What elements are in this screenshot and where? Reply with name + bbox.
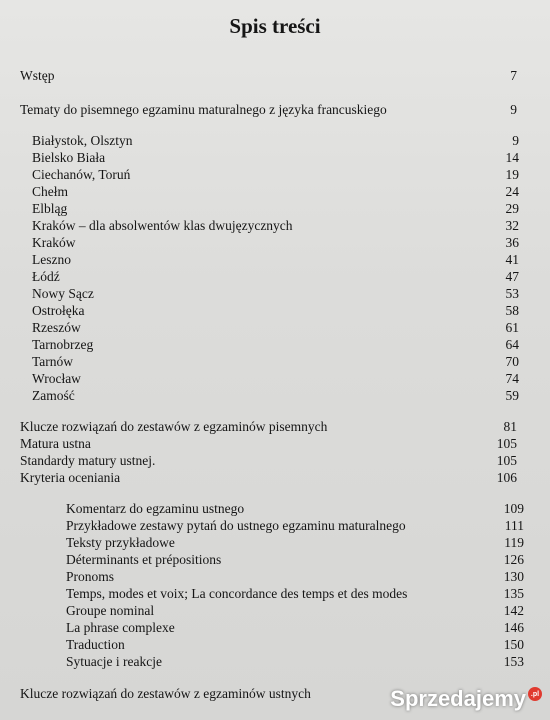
watermark-badge: .pl — [528, 687, 542, 701]
entry-page: 153 — [503, 654, 524, 669]
watermark-logo — [390, 686, 542, 712]
entry-page: 9 — [512, 133, 519, 148]
toc-entry — [66, 619, 524, 637]
entry-page: 70 — [505, 354, 519, 369]
entry-page: 142 — [503, 603, 524, 618]
entry-page: 111 — [504, 518, 524, 533]
entry-label: Kraków — [32, 235, 76, 250]
toc-entry — [66, 517, 524, 535]
entry-page: 105 — [496, 436, 517, 451]
entry-page: 14 — [505, 150, 519, 165]
entry-label: Groupe nominal — [66, 603, 155, 618]
entry-label: Tematy do pisemnego egzaminu maturalnego z języka francuskiego — [20, 102, 387, 117]
entry-page: 105 — [496, 453, 517, 468]
entry-label: Traduction — [66, 637, 125, 652]
toc-entry — [32, 353, 519, 371]
entry-label: Łódź — [32, 269, 60, 284]
entry-page: 7 — [510, 68, 517, 83]
entry-label: Leszno — [32, 252, 71, 267]
entry-page: 29 — [505, 201, 519, 216]
toc-entry — [32, 234, 519, 252]
toc-entry — [32, 200, 519, 218]
toc-entry — [20, 101, 517, 119]
toc-entry — [66, 585, 524, 603]
entry-page: 47 — [505, 269, 519, 284]
entry-page: 109 — [503, 501, 524, 516]
entry-label: Pronoms — [66, 569, 115, 584]
toc-entry — [32, 268, 519, 286]
toc-entry — [32, 387, 519, 405]
toc-entry — [32, 336, 519, 354]
toc-entry — [66, 636, 524, 654]
entry-page: 24 — [505, 184, 519, 199]
entry-label: Standardy matury ustnej. — [20, 453, 156, 468]
entry-page: 146 — [503, 620, 524, 635]
toc-entry — [66, 568, 524, 586]
entry-page: 61 — [505, 320, 519, 335]
entry-label: Klucze rozwiązań do zestawów z egzaminów pisemnych — [20, 419, 328, 434]
entry-label: Tarnów — [32, 354, 74, 369]
toc-entry — [32, 132, 519, 150]
entry-page: 53 — [505, 286, 519, 301]
entry-page: 130 — [503, 569, 524, 584]
toc-entry — [20, 67, 517, 85]
toc-entry — [32, 166, 519, 184]
toc-entry — [20, 435, 517, 453]
entry-label: Kraków – dla absolwentów klas dwujęzycznych — [32, 218, 293, 233]
entry-page: 58 — [505, 303, 519, 318]
toc-entry — [66, 500, 524, 518]
entry-label: Kryteria oceniania — [20, 470, 121, 485]
entry-page: 126 — [503, 552, 524, 567]
toc-entry — [32, 302, 519, 320]
toc-entry — [32, 183, 519, 201]
entry-page: 9 — [510, 102, 517, 117]
entry-label: Sytuacje i reakcje — [66, 654, 162, 669]
toc-entry — [32, 370, 519, 388]
entry-label: Rzeszów — [32, 320, 81, 335]
entry-label: Teksty przykładowe — [66, 535, 175, 550]
toc-entry — [20, 452, 517, 470]
entry-label: Bielsko Biała — [32, 150, 106, 165]
page-title: Spis treści — [229, 14, 321, 38]
entry-label: Matura ustna — [20, 436, 91, 451]
toc-entry — [32, 217, 519, 235]
entry-page: 32 — [505, 218, 519, 233]
entry-label: Elbląg — [32, 201, 68, 216]
entry-label: Ciechanów, Toruń — [32, 167, 131, 182]
toc-entry — [66, 551, 524, 569]
entry-label: Zamość — [32, 388, 75, 403]
entry-label: Chełm — [32, 184, 68, 199]
entry-label: Wrocław — [32, 371, 81, 386]
entry-label: Wstęp — [20, 68, 55, 83]
entry-page: 36 — [505, 235, 519, 250]
entry-page: 19 — [505, 167, 519, 182]
toc-entry — [32, 251, 519, 269]
entry-label: Temps, modes et voix; La concordance des temps et des modes — [66, 586, 408, 601]
toc-entry — [32, 319, 519, 337]
toc-entry — [32, 149, 519, 167]
entry-label: Komentarz do egzaminu ustnego — [66, 501, 245, 516]
entry-page: 135 — [503, 586, 524, 601]
toc-entry — [66, 653, 524, 671]
toc-entry — [66, 602, 524, 620]
entry-page: 64 — [505, 337, 519, 352]
entry-page: 74 — [505, 371, 519, 386]
toc-entry — [20, 469, 517, 487]
entry-page: 106 — [496, 470, 517, 485]
toc-entry — [20, 418, 517, 436]
entry-label: Ostrołęka — [32, 303, 85, 318]
entry-label: La phrase complexe — [66, 620, 175, 635]
entry-label: Nowy Sącz — [32, 286, 94, 301]
entry-page: 41 — [505, 252, 519, 267]
entry-page: 81 — [503, 419, 517, 434]
entry-label: Tarnobrzeg — [32, 337, 94, 352]
watermark-text: Sprzedajemy — [390, 686, 526, 711]
entry-page: 150 — [503, 637, 524, 652]
entry-label: Déterminants et prépositions — [66, 552, 222, 567]
entry-page: 119 — [504, 535, 524, 550]
entry-label: Klucze rozwiązań do zestawów z egzaminów ustnych — [20, 686, 311, 701]
entry-label: Przykładowe zestawy pytań do ustnego egzaminu maturalnego — [66, 518, 406, 533]
toc-entry — [66, 534, 524, 552]
toc-entry — [32, 285, 519, 303]
entry-page: 59 — [505, 388, 519, 403]
entry-label: Białystok, Olsztyn — [32, 133, 133, 148]
